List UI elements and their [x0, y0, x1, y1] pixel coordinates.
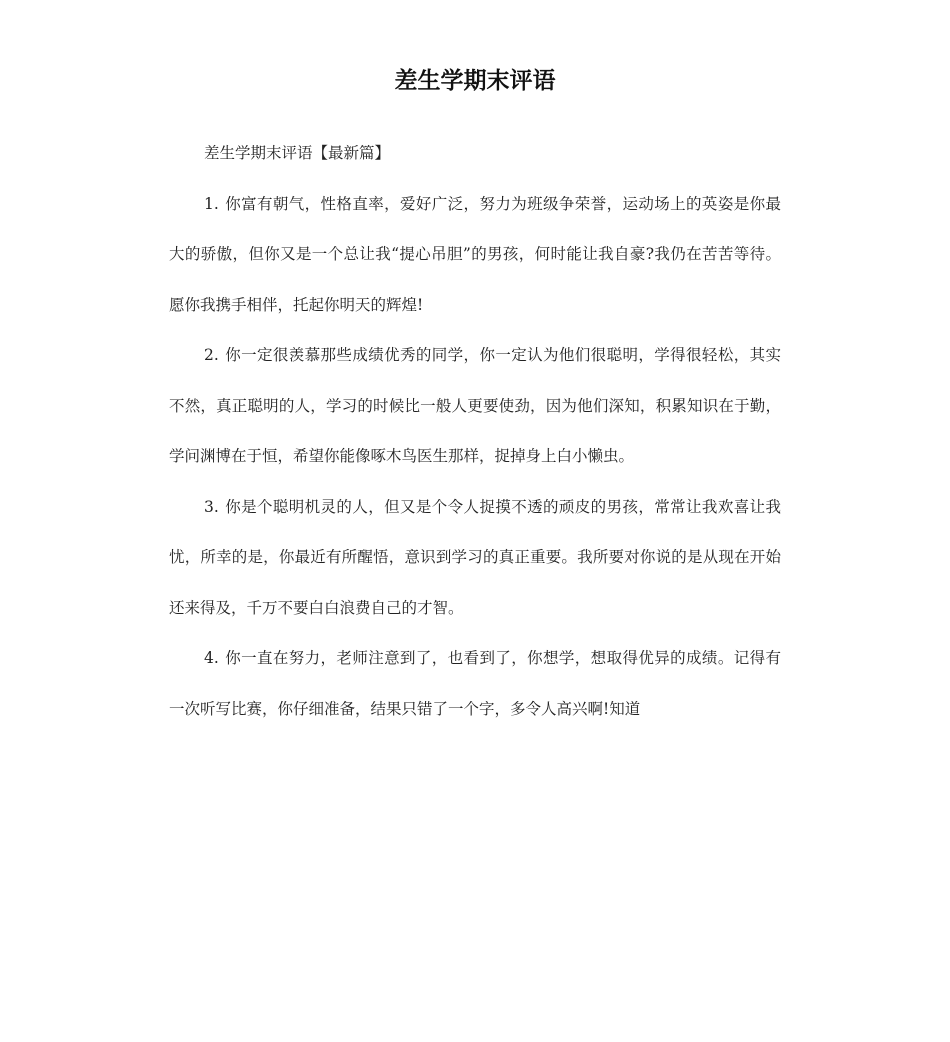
- paragraph-number: 2.: [204, 346, 219, 364]
- document-title: 差生学期末评语: [394, 68, 556, 94]
- comment-paragraph-1: [169, 179, 781, 331]
- paragraph-text: 你富有朝气，性格直率，爱好广泛，努力为班级争荣誉，运动场上的英姿是你最大的骄傲，但你又是一个总让我“提心吊胆”的男孩，何时能让我自豪?我仍在苦苦等待。愿你我携手相伴，托起你明天的辉煌!: [169, 194, 781, 314]
- document-subtitle: 差生学期末评语【最新篇】: [204, 144, 391, 162]
- paragraph-text: 你一定很羡慕那些成绩优秀的同学，你一定认为他们很聪明，学得很轻松，其实不然，真正聪明的人，学习的时候比一般人更要使劲，因为他们深知，积累知识在于勤，学问渊博在于恒，希望你能像啄木鸟医生那样，捉掉身上白小懒虫。: [169, 346, 781, 465]
- paragraph-text: 你一直在努力，老师注意到了，也看到了，你想学，想取得优异的成绩。记得有一次听写比赛，你仔细准备，结果只错了一个字，多令人高兴啊!知道: [169, 649, 781, 718]
- comment-paragraph-4: [169, 633, 781, 734]
- paragraph-number: 4.: [204, 649, 219, 667]
- comment-paragraph-2: [169, 330, 781, 482]
- document-body: [169, 128, 781, 734]
- paragraph-number: 3.: [204, 497, 219, 516]
- paragraph-number: 1.: [204, 194, 219, 213]
- paragraph-text: 你是个聪明机灵的人，但又是个令人捉摸不透的顽皮的男孩，常常让我欢喜让我忧，所幸的是，你最近有所醒悟，意识到学习的真正重要。我所要对你说的是从现在开始还来得及，千万不要白白浪费自己的才智。: [169, 497, 781, 617]
- comment-paragraph-3: [169, 482, 781, 634]
